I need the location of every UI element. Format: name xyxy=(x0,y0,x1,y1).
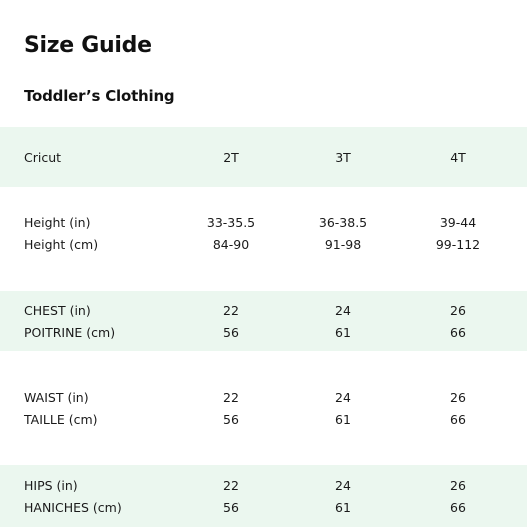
cell-value: 56 xyxy=(223,325,239,340)
table-row xyxy=(0,476,527,496)
cell-value: 22 xyxy=(223,478,239,493)
cell-value: 66 xyxy=(450,325,466,340)
row-label: Height (cm) xyxy=(24,237,99,252)
cell-value: 22 xyxy=(223,390,239,405)
cell-value: 66 xyxy=(450,500,466,515)
cell-value: 61 xyxy=(335,500,351,515)
table-header-row xyxy=(0,148,527,168)
row-label: HIPS (in) xyxy=(24,478,78,493)
cell-value: 56 xyxy=(223,500,239,515)
cell-value: 66 xyxy=(450,412,466,427)
cell-value: 36-38.5 xyxy=(318,215,368,230)
size-header-3t: 3T xyxy=(335,150,351,165)
cell-value: 91-98 xyxy=(324,237,362,252)
section-title: Toddler’s Clothing xyxy=(24,87,175,105)
table-row xyxy=(0,213,527,233)
cell-value: 24 xyxy=(335,390,351,405)
table-row xyxy=(0,388,527,408)
table-row xyxy=(0,410,527,430)
row-label: HANICHES (cm) xyxy=(24,500,122,515)
cell-value: 56 xyxy=(223,412,239,427)
row-label: CHEST (in) xyxy=(24,303,91,318)
cell-value: 61 xyxy=(335,412,351,427)
cell-value: 33-35.5 xyxy=(206,215,256,230)
header-label: Cricut xyxy=(24,150,62,165)
table-row xyxy=(0,301,527,321)
row-label: Height (in) xyxy=(24,215,91,230)
table-row xyxy=(0,235,527,255)
size-header-4t: 4T xyxy=(450,150,466,165)
row-label: WAIST (in) xyxy=(24,390,89,405)
cell-value: 61 xyxy=(335,325,351,340)
page-title: Size Guide xyxy=(24,33,152,58)
cell-value: 24 xyxy=(335,303,351,318)
size-header-2t: 2T xyxy=(223,150,239,165)
cell-value: 24 xyxy=(335,478,351,493)
row-label: POITRINE (cm) xyxy=(24,325,116,340)
waist-band xyxy=(0,351,527,465)
table-row xyxy=(0,323,527,343)
cell-value: 99-112 xyxy=(435,237,481,252)
cell-value: 26 xyxy=(450,390,466,405)
cell-value: 26 xyxy=(450,478,466,493)
cell-value: 22 xyxy=(223,303,239,318)
cell-value: 84-90 xyxy=(212,237,250,252)
cell-value: 26 xyxy=(450,303,466,318)
row-label: TAILLE (cm) xyxy=(24,412,98,427)
cell-value: 39-44 xyxy=(439,215,477,230)
table-row xyxy=(0,498,527,518)
